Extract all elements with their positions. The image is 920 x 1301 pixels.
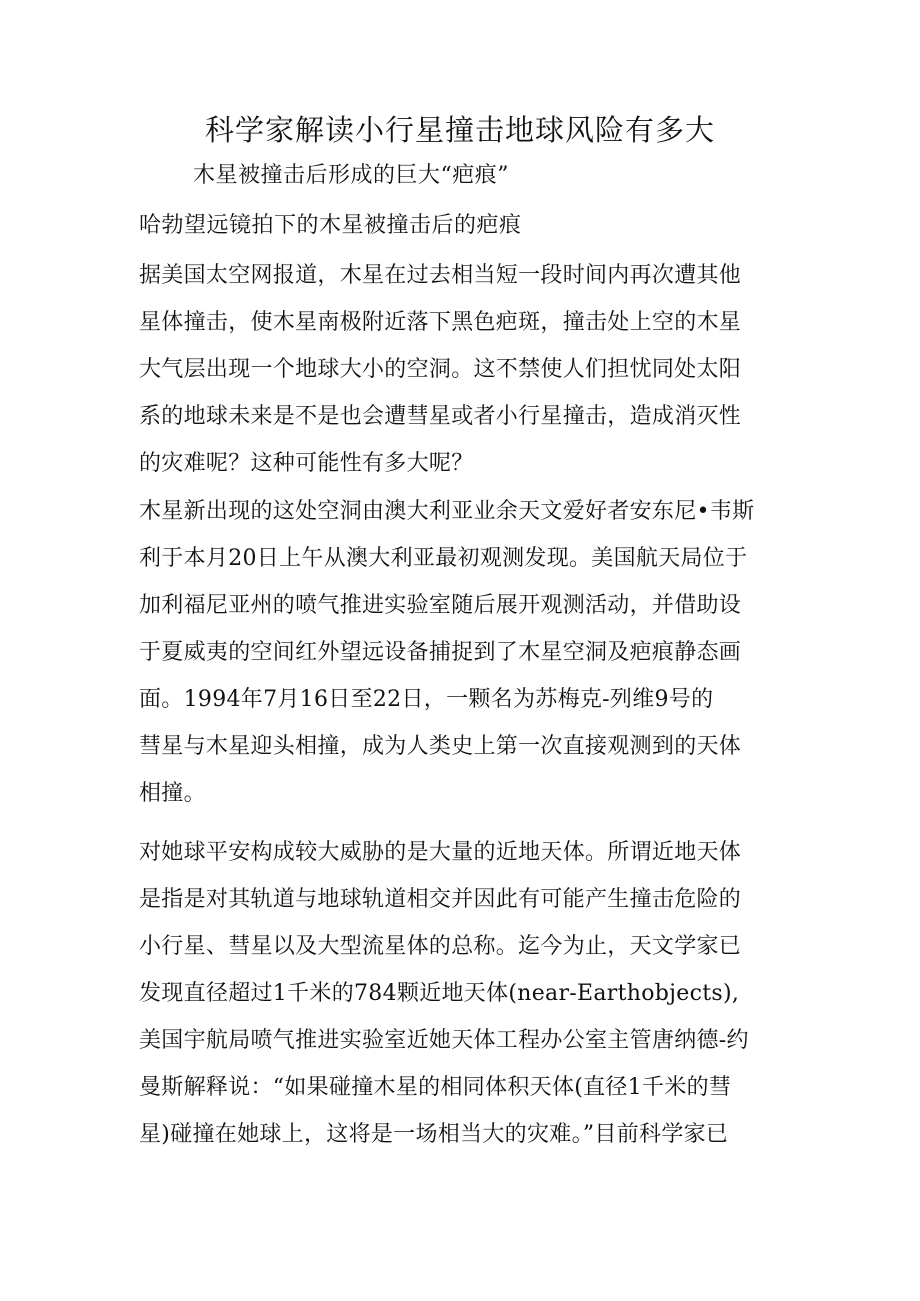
paragraph-line: 星体撞击，使木星南极附近落下黑色疤斑，撞击处上空的木星	[139, 310, 742, 335]
paragraph-line: 是指是对其轨道与地球轨道相交并因此有可能产生撞击危险的	[139, 887, 742, 912]
paragraph-line: 星)碰撞在她球上，这将是一场相当大的灾难。”目前科学家已	[139, 1122, 729, 1147]
paragraph-3	[139, 829, 784, 1158]
paragraph-line: 面。1994年7月16日至22日，一颗名为苏梅克-列维9号的	[139, 687, 714, 712]
paragraph-line: 发现直径超过1千米的784颗近地天体(near-Earthobjects),	[139, 981, 740, 1006]
paragraph-line: 于夏威夷的空间红外望远设备捕捉到了木星空洞及疤痕静态画	[139, 640, 742, 665]
paragraph-2	[139, 488, 784, 817]
paragraph-line: 对她球平安构成较大威胁的是大量的近地天体。所谓近地天体	[139, 840, 742, 865]
paragraph-line: 系的地球未来是不是也会遭彗星或者小行星撞击，造成消灭性	[139, 404, 742, 429]
paragraph-line: 的灾难呢？这种可能性有多大呢？	[139, 451, 474, 476]
paragraph-line: 据美国太空网报道，木星在过去相当短一段时间内再次遭其他	[139, 263, 742, 288]
image-caption: 哈勃望远镜拍下的木星被撞击后的疤痕	[139, 213, 522, 238]
paragraph-line: 利于本月20日上午从澳大利亚最初观测发现。美国航天局位于	[139, 546, 748, 571]
paragraph-line: 大气层出现一个地球大小的空洞。这不禁使人们担忧同处太阳	[139, 357, 742, 382]
paragraph-line: 曼斯解释说：“如果碰撞木星的相同体积天体(直径1千米的彗	[139, 1075, 732, 1100]
document-title: 科学家解读小行星撞击地球风险有多大	[204, 113, 715, 147]
paragraph-line: 美国宇航局喷气推进实验室近她天体工程办公室主管唐纳德-约	[139, 1028, 749, 1053]
paragraph-line: 木星新出现的这处空洞由澳大利亚业余天文爱好者安东尼•韦斯	[139, 499, 755, 524]
paragraph-line: 小行星、彗星以及大型流星体的总称。迄今为止，天文学家已	[139, 934, 742, 959]
document-subtitle: 木星被撞击后形成的巨大“疤痕”	[193, 163, 509, 188]
paragraph-1	[139, 252, 784, 487]
paragraph-line: 彗星与木星迎头相撞，成为人类史上第一次直接观测到的天体	[139, 734, 742, 759]
paragraph-line: 相撞。	[139, 781, 206, 806]
paragraph-line: 加利福尼亚州的喷气推进实验室随后展开观测活动，并借助设	[139, 593, 742, 618]
